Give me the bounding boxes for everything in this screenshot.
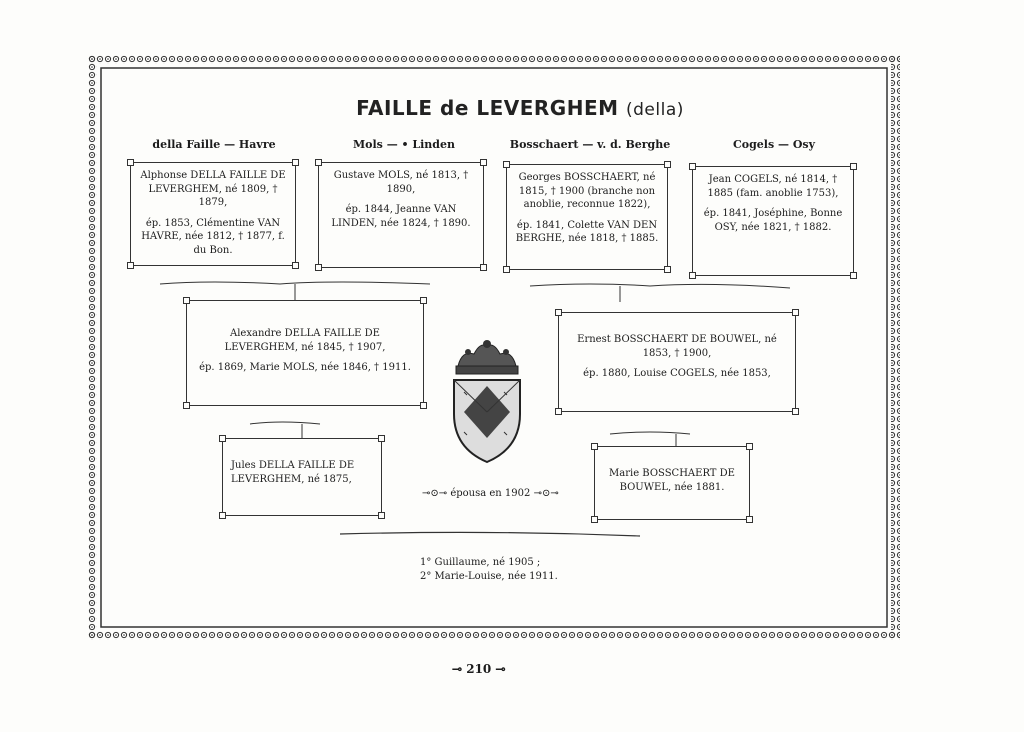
person-box (186, 300, 424, 406)
person-text: Georges BOSSCHAERT, né 1815, † 1900 (branche non anoblie, reconnue 1822), (518, 172, 656, 210)
person-text: Ernest BOSSCHAERT DE BOUWEL, né 1853, † 1900, (577, 334, 777, 359)
person-text: Jean COGELS, né 1814, † 1885 (fam. anoblie 1753), (707, 174, 839, 199)
ornament-icon: ⊸⊙⊸ (533, 488, 559, 499)
person-text: Marie BOSSCHAERT DE BOUWEL, née 1881. (609, 468, 735, 493)
spouse-text: ép. 1853, Clémentine VAN HAVRE, née 1812, † 1877, f. du Bon. (141, 217, 285, 256)
ornament-icon: ⊸ (491, 662, 506, 676)
child-entry: 2° Marie-Louise, née 1911. (420, 571, 558, 582)
children-list (420, 556, 558, 584)
person-box (692, 166, 854, 276)
spouse-text: ép. 1869, Marie MOLS, née 1846, † 1911. (199, 362, 411, 373)
spouse-text: ép. 1880, Louise COGELS, née 1853, (583, 368, 771, 379)
person-box (506, 164, 668, 270)
column-heading: Bosschaert — v. d. Berghe (509, 138, 671, 151)
column-heading: della Faille — Havre (152, 138, 276, 151)
children-connector (330, 526, 650, 546)
person-text: Gustave MOLS, né 1813, † 1890, (333, 170, 469, 195)
spouse-text: ép. 1844, Jeanne VAN LINDEN, née 1824, † 1890. (331, 204, 471, 229)
person-text: Alphonse DELLA FAILLE DE LEVERGHEM, né 1809, † 1879, (140, 170, 286, 208)
ornament-icon: ⊸ (452, 662, 467, 676)
child-entry: 1° Guillaume, né 1905 ; (420, 557, 541, 568)
married-label: épousa en 1902 (450, 488, 531, 499)
ornament-icon: ⊸⊙⊸ (422, 488, 448, 499)
title-main: FAILLE de LEVERGHEM (356, 96, 619, 120)
person-box (318, 162, 484, 268)
page-number (452, 662, 506, 676)
person-box (558, 312, 796, 412)
person-box (594, 446, 750, 520)
column-heading: Cogels — Osy (733, 138, 815, 151)
person-box (130, 162, 296, 266)
page-number-text: 210 (466, 662, 492, 676)
column-heading: Mols — • Linden (352, 138, 455, 151)
person-text: Jules DELLA FAILLE DE LEVERGHEM, né 1875, (231, 460, 355, 485)
spouse-text: ép. 1841, Joséphine, Bonne OSY, née 1821, † 1882. (703, 208, 843, 233)
spouse-text: ép. 1841, Colette VAN DEN BERGHE, née 1818, † 1885. (515, 219, 659, 244)
married-note (422, 488, 559, 499)
title-suffix: (della) (626, 100, 684, 120)
page-title (300, 96, 740, 120)
person-box (222, 438, 382, 516)
person-text: Alexandre DELLA FAILLE DE LEVERGHEM, né 1845, † 1907, (224, 328, 386, 353)
